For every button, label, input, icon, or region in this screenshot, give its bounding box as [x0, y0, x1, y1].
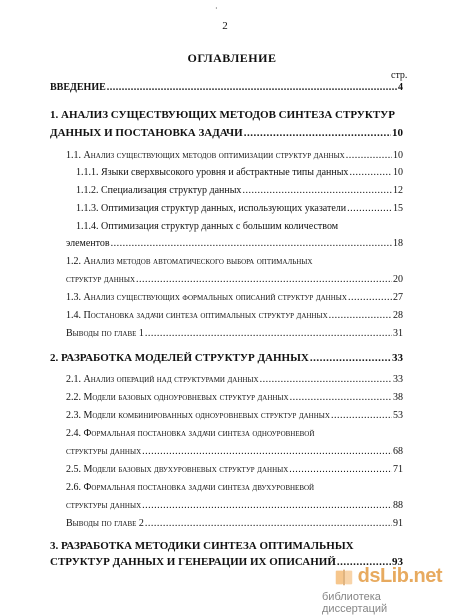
toc-entry-1-1-2: 1.1.2. Специализация структур данных ..... 12: [76, 185, 403, 197]
toc-title: ОГЛАВЛЕНИЕ: [187, 51, 277, 65]
page-number: 2: [222, 20, 228, 32]
toc-entry-introduction: ВВЕДЕНИЕ ..... 4: [50, 82, 403, 94]
book-icon: [333, 566, 355, 588]
toc-chapter-1-line1: 1. АНАЛИЗ СУЩЕСТВУЮЩИХ МЕТОДОВ СИНТЕЗА СТРУКТУР: [50, 109, 395, 121]
toc-entry-1-4: 1.4. Постановка задачи синтеза оптимальных структур данных ..... 28: [66, 310, 403, 322]
toc-entry-conclusions-1: Выводы по главе 1 ..... 31: [66, 328, 403, 340]
page-column-label: стр.: [391, 70, 408, 81]
toc-entry-1-1-3: 1.1.3. Оптимизация структур данных, использующих указатели ..... 15: [76, 203, 403, 215]
watermark-caption: библиотека диссертаций: [322, 591, 388, 615]
toc-entry-2-1: 2.1. Анализ операций над структурами данных ..... 33: [66, 374, 403, 386]
toc-chapter-3-line1: 3. РАЗРАБОТКА МЕТОДИКИ СИНТЕЗА ОПТИМАЛЬНЫХ: [50, 540, 354, 552]
toc-entry-1-1: 1.1. Анализ существующих методов оптимизации структур данных ..... 10: [66, 150, 403, 162]
toc-chapter-2: 2. РАЗРАБОТКА МОДЕЛЕЙ СТРУКТУР ДАННЫХ ..... 33: [50, 352, 403, 365]
watermark: [322, 565, 442, 615]
watermark-logo: [333, 565, 442, 588]
toc-entry-2-4-line2: структуры данных ..... 68: [66, 446, 403, 458]
top-dot: ·: [215, 4, 218, 13]
toc-entry-1-2-line2: структур данных ..... 20: [66, 274, 403, 286]
toc-entry-2-3: 2.3. Модели комбинированных одноуровневых структур данных ..... 53: [66, 410, 403, 422]
toc-entry-2-6-line1: 2.6. Формальная постановка задачи синтеза двухуровневой: [66, 482, 315, 493]
toc-entry-2-5: 2.5. Модели базовых двухуровневых структур данных ..... 71: [66, 464, 403, 476]
toc-entry-2-6-line2: структуры данных ..... 88: [66, 500, 403, 512]
toc-entry-2-2: 2.2. Модели базовых одноуровневых структур данных ..... 38: [66, 392, 403, 404]
toc-entry-1-1-4-line2: элементов ..... 18: [66, 238, 403, 250]
toc-entry-1-2-line1: 1.2. Анализ методов автоматического выбора оптимальных: [66, 256, 313, 267]
watermark-brand: dsLib.net: [357, 565, 442, 587]
toc-entry-2-4-line1: 2.4. Формальная постановка задачи синтеза одноуровневой: [66, 428, 315, 439]
toc-entry-1-1-4-line1: 1.1.4. Оптимизация структур данных с большим количеством: [76, 221, 339, 232]
toc-entry-conclusions-2: Выводы по главе 2 ..... 91: [66, 518, 403, 530]
toc-chapter-3-line2: СТРУКТУР ДАННЫХ И ГЕНЕРАЦИИ ИХ ОПИСАНИЙ ..... 93: [50, 556, 403, 569]
toc-entry-1-1-1: 1.1.1. Языки сверхвысокого уровня и абстрактные типы данных ..... 10: [76, 167, 403, 179]
toc-entry-1-3: 1.3. Анализ существующих формальных описаний структур данных ..... 27: [66, 292, 403, 304]
toc-chapter-1-line2: ДАННЫХ И ПОСТАНОВКА ЗАДАЧИ ..... 10: [50, 127, 403, 140]
